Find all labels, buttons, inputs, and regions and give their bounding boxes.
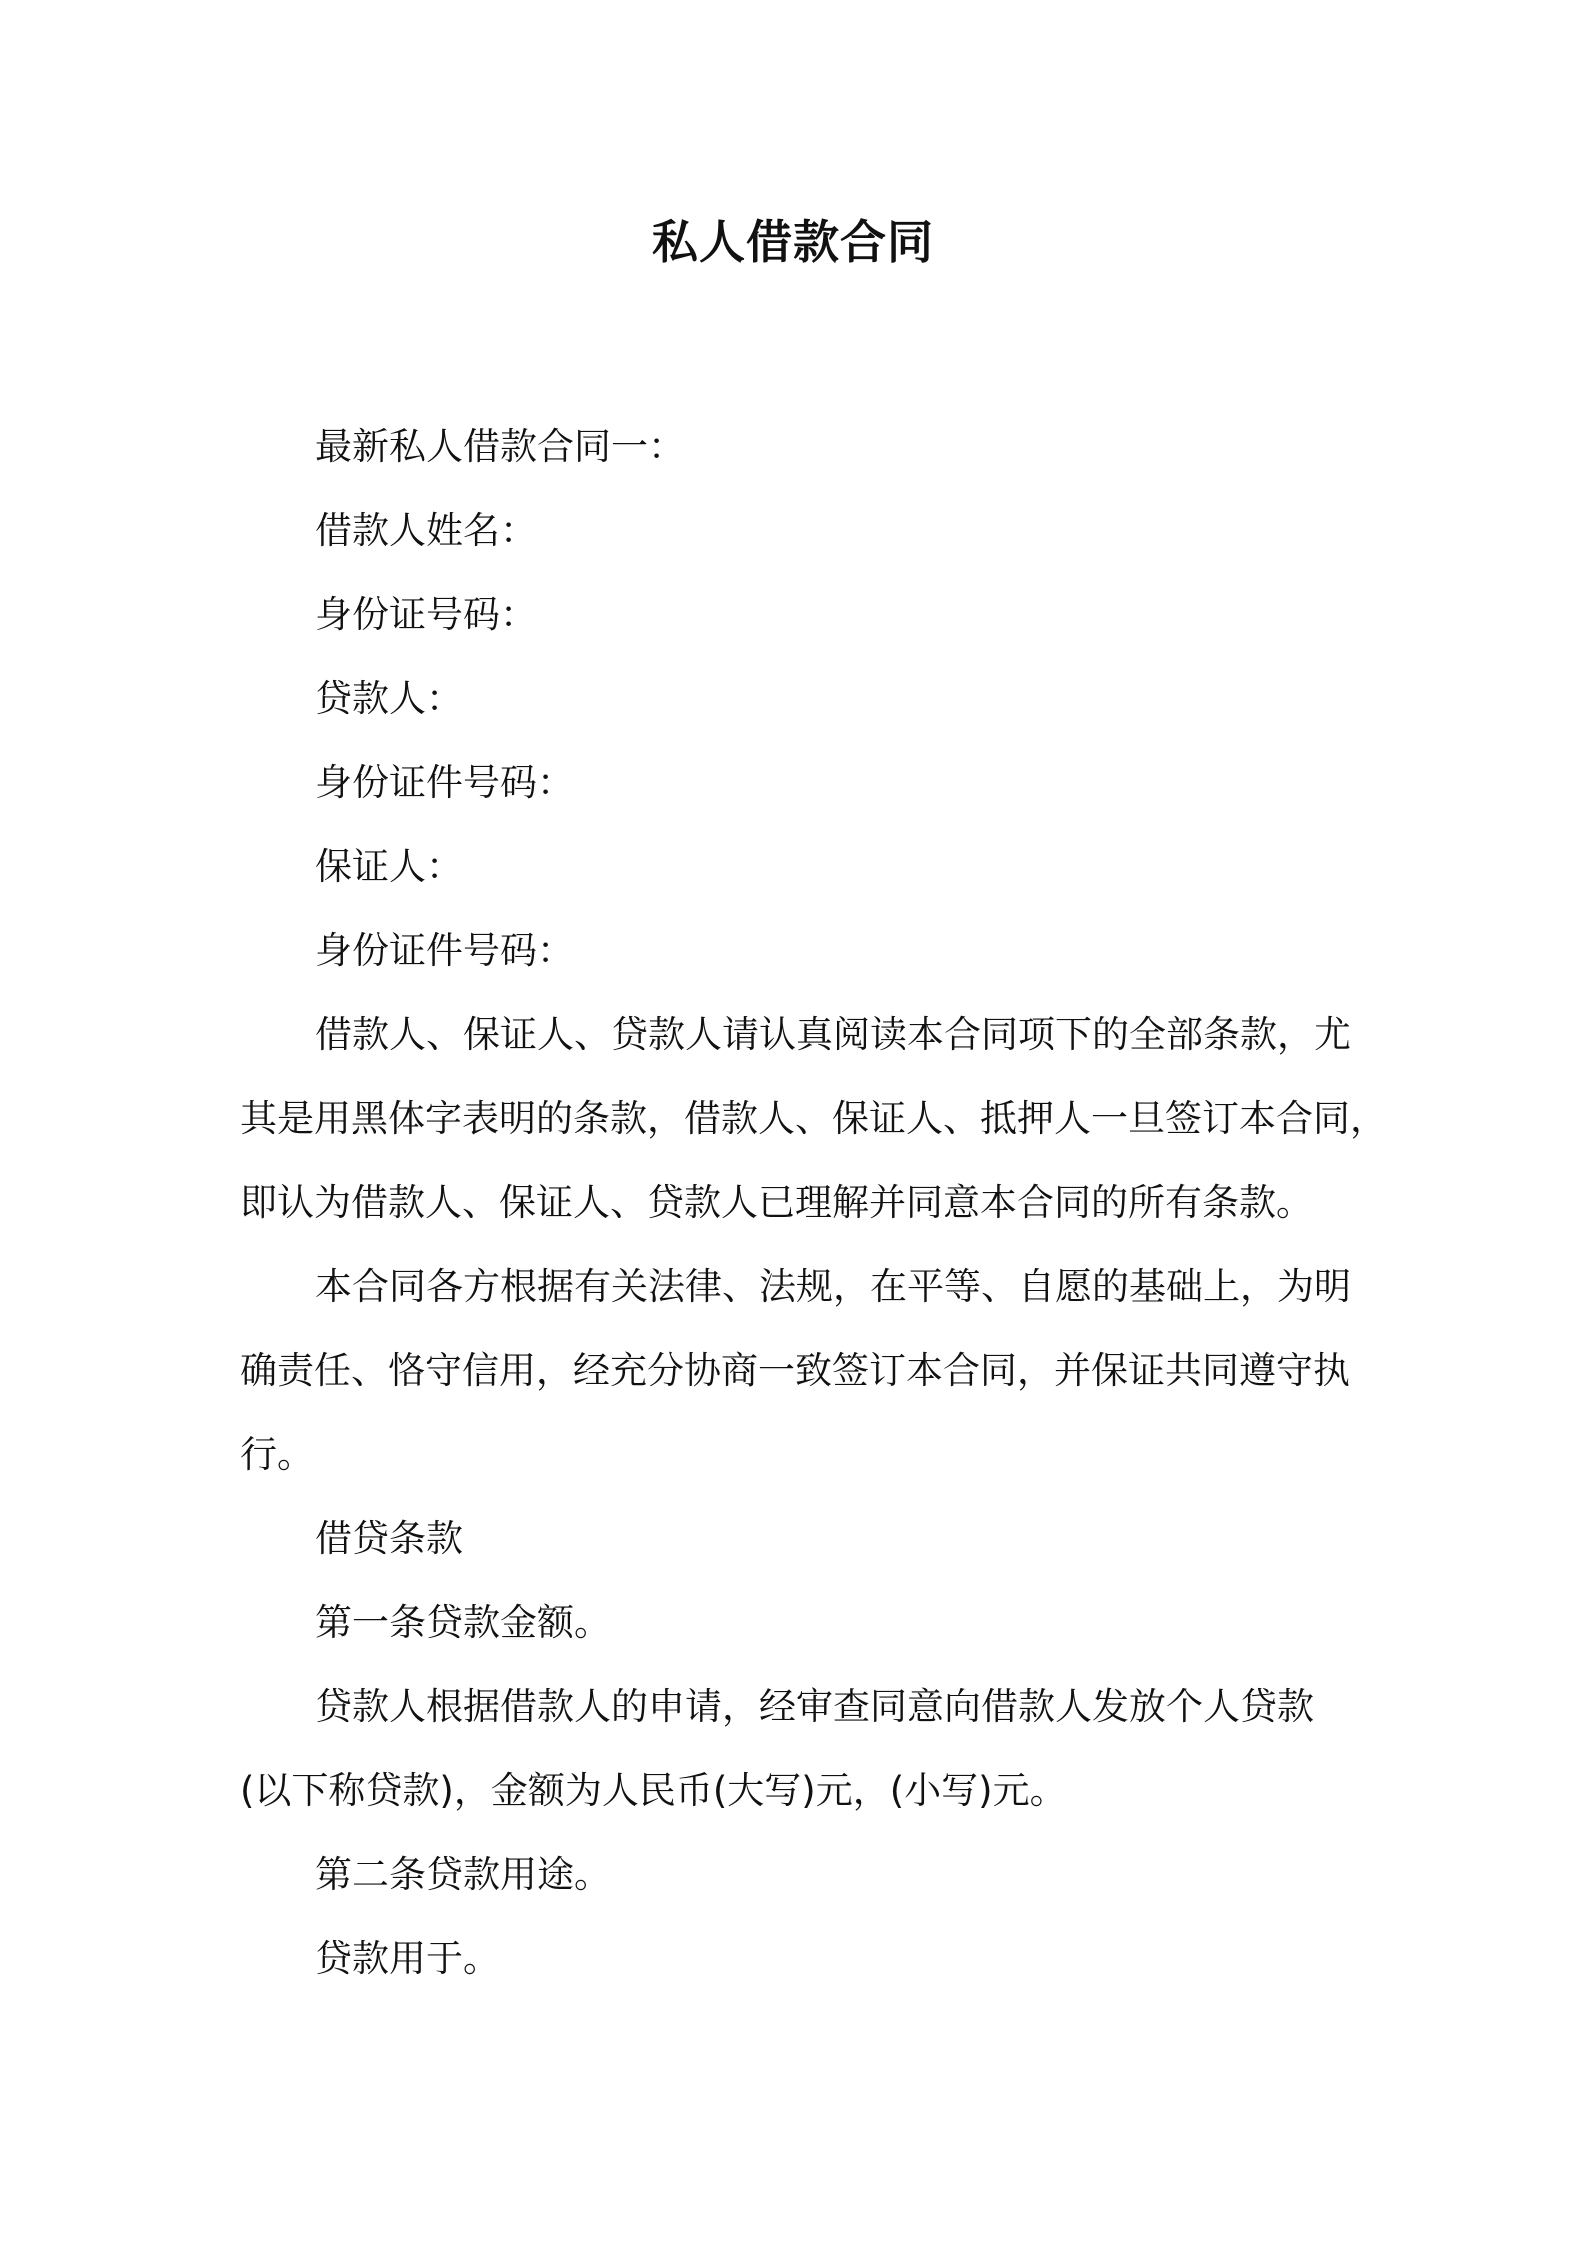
notice-paragraph-line: 其是用黑体字表明的条款，借款人、保证人、抵押人一旦签订本合同， <box>240 1097 1387 1140</box>
notice-paragraph-line: 借款人、保证人、贷款人请认真阅读本合同项下的全部条款，尤 <box>315 1013 1351 1056</box>
article-2-title: 第二条贷款用途。 <box>315 1853 611 1896</box>
preamble-paragraph-line: 确责任、恪守信用，经充分协商一致签订本合同，并保证共同遵守执 <box>240 1349 1350 1392</box>
article-1-line: (以下称贷款)，金额为人民币(大写)元，(小写)元。 <box>240 1769 1067 1812</box>
preamble-paragraph-line: 行。 <box>240 1433 314 1476</box>
article-1-title: 第一条贷款金额。 <box>315 1601 611 1644</box>
lender-id-field: 身份证件号码： <box>315 761 574 804</box>
section-heading: 借贷条款 <box>315 1517 463 1560</box>
article-1-line: 贷款人根据借款人的申请，经审查同意向借款人发放个人贷款 <box>315 1685 1314 1728</box>
lender-field: 贷款人： <box>315 677 463 720</box>
guarantor-field: 保证人： <box>315 845 463 888</box>
notice-paragraph-line: 即认为借款人、保证人、贷款人已理解并同意本合同的所有条款。 <box>240 1181 1313 1224</box>
article-2-text: 贷款用于。 <box>315 1937 500 1980</box>
contract-heading-line: 最新私人借款合同一： <box>315 425 685 468</box>
borrower-name-field: 借款人姓名： <box>315 509 537 552</box>
document-body <box>240 405 1387 2001</box>
preamble-paragraph-line: 本合同各方根据有关法律、法规，在平等、自愿的基础上，为明 <box>315 1265 1351 1308</box>
borrower-id-field: 身份证号码： <box>315 593 537 636</box>
guarantor-id-field: 身份证件号码： <box>315 929 574 972</box>
document-title: 私人借款合同 <box>652 215 934 269</box>
